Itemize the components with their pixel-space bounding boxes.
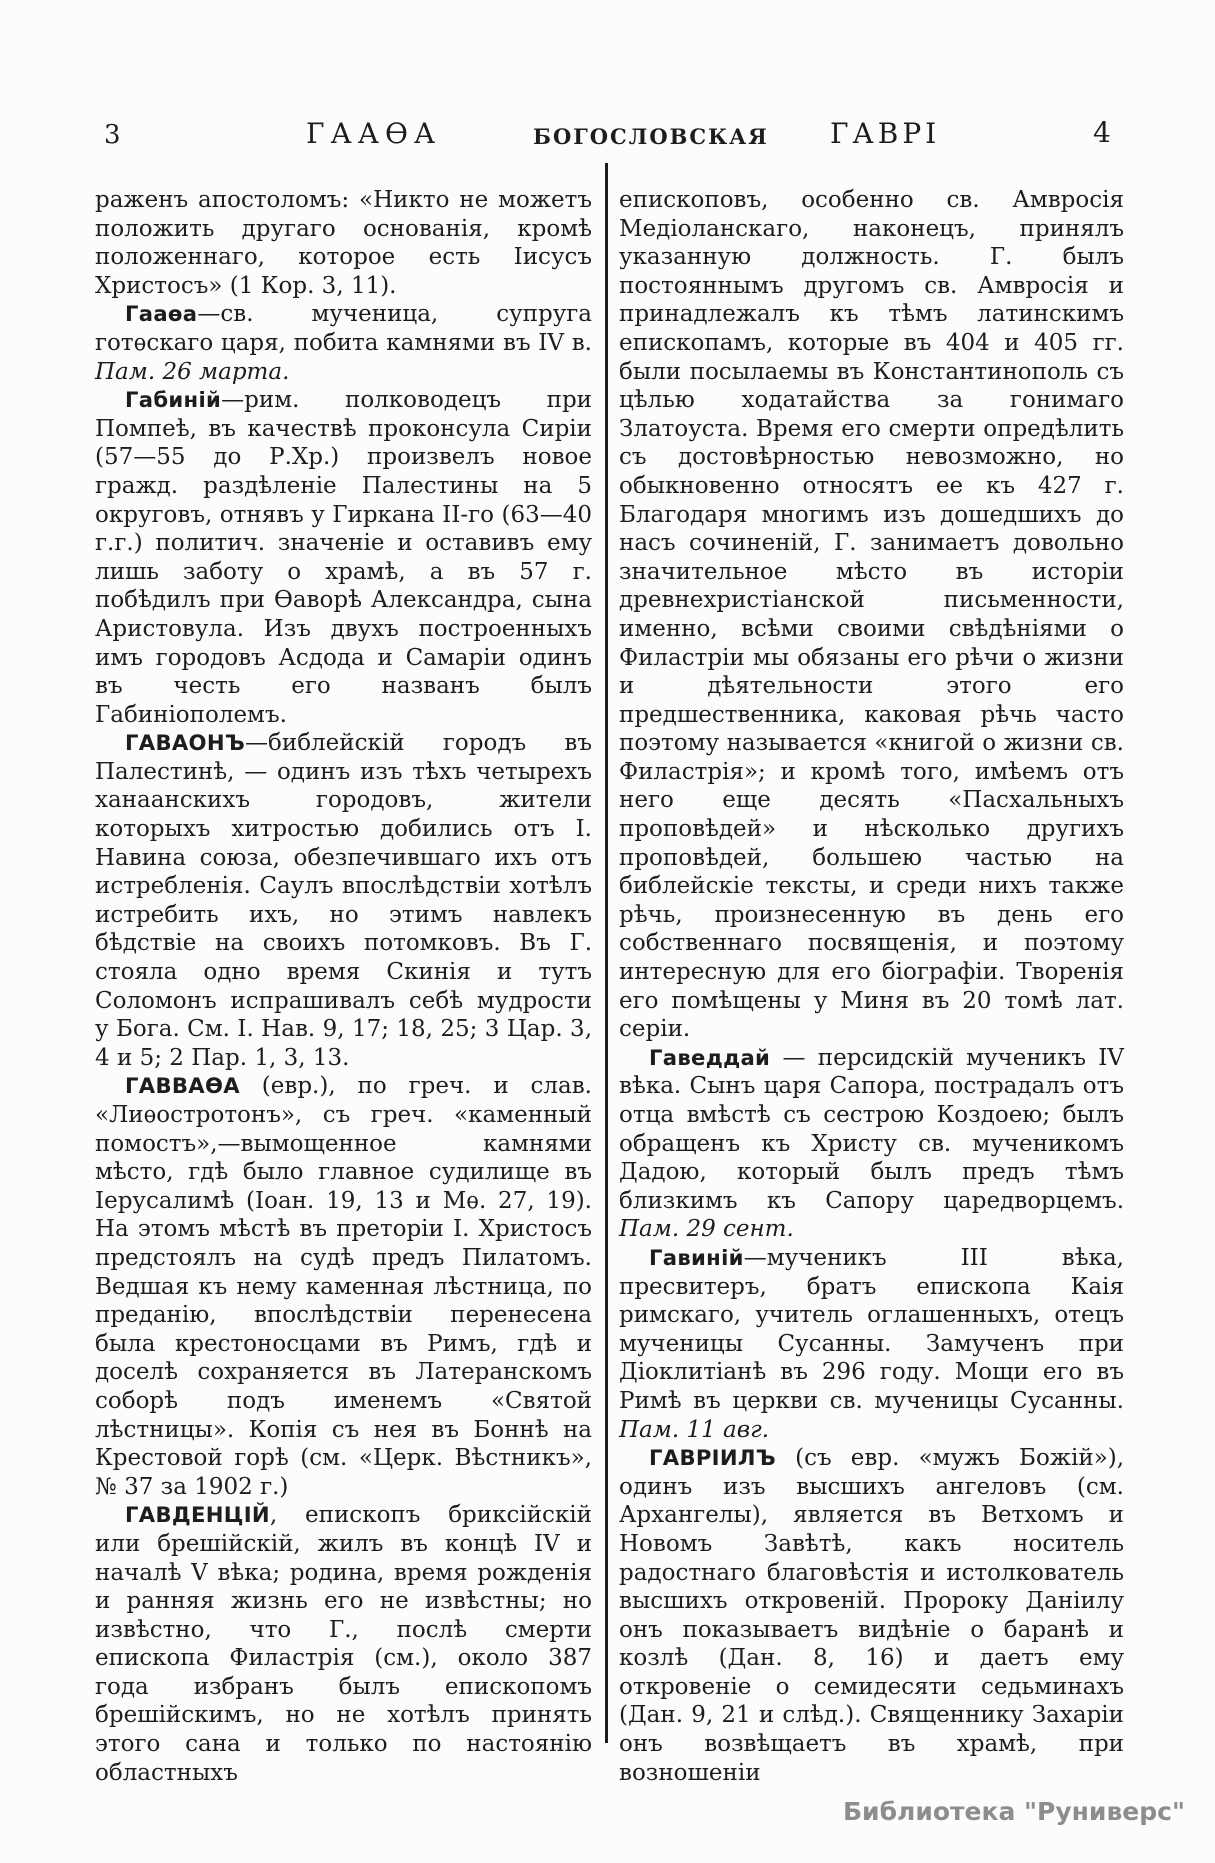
entry-text: —мученикъ III вѣка, пресвитеръ, братъ епископа Каія римскаго, учитель оглашенныхъ, отецъ мученицы Сусанны. Замученъ при Діоклитіанѣ въ 296 году. Мощи его въ Римѣ въ церкви св. мученицы Сусанны. — [619, 1244, 1124, 1414]
dictionary-entry-gavvafa — [95, 1072, 592, 1501]
entry-term: ГАВАОНЪ — [125, 730, 246, 756]
page-number-left: 3 — [104, 120, 121, 150]
entry-text: епископовъ, особенно св. Амвросія Медіоланскаго, наконецъ, принялъ указанную должность. Г. былъ постояннымъ другомъ св. Амвросія и принадлежалъ къ тѣмъ латинскимъ епископамъ, которые въ 404 и 405 гг. были посылаемы въ Константинополь съ цѣлью ходатайства за гонимаго Златоуста. Время его смерти опредѣлить съ достовѣрностью невозможно, но обыкновенно относятъ ее къ 427 г. Благодаря многимъ изъ дошедшихъ до насъ сочиненій, Г. занимаетъ довольно значительное мѣсто въ исторіи древнехристіанской письменности, именно, всѣми своими свѣдѣніями о Филастріи мы обязаны его рѣчи о жизни и дѣятельности этого его предшественника, каковая рѣчь часто поэтому называется «книгой о жизни св. Филастрія»; и кромѣ того, имѣемъ отъ него еще десять «Пасхальныхъ проповѣдей» и нѣсколько другихъ проповѣдей, большею частью на библейскіе тексты, и среди нихъ также рѣчь, произнесенную въ день его собственнаго посвященія, и поэтому интересную для его біографіи. Творенія его помѣщены у Миня въ 20 томѣ лат. серіи. — [619, 187, 1124, 1043]
entry-text: , епископъ бриксійскій или брешійскій, жилъ въ концѣ IV и началѣ V вѣка; родина, время рожденія и ранняя жизнь его не извѣстны; но извѣстно, что Г., послѣ смерти епископа Филастрія (см.), около 387 года избранъ былъ епископомъ брешійскимъ, но не хотѣлъ принять этого сана и только по настоянію областныхъ — [95, 1502, 592, 1786]
entry-text: раженъ апостоломъ: «Никто не можетъ положить другаго основанія, кромѣ положеннаго, которое есть Іисусъ Христосъ» (1 Кор. 3, 11). — [95, 187, 592, 299]
right-column — [619, 186, 1124, 1787]
entry-term: Гавиній — [649, 1244, 744, 1270]
series-title: БОГОСЛОВСКАЯ — [533, 124, 769, 149]
entry-term: Габиній — [125, 387, 222, 413]
entry-term: Гааѳа — [125, 301, 198, 327]
dictionary-entry-gaveddai — [619, 1044, 1124, 1244]
continuation-paragraph — [95, 186, 592, 300]
entry-term: ГАВРІИЛЪ — [649, 1445, 776, 1471]
dictionary-entry-gavaon — [95, 729, 592, 1072]
entry-term: ГАВДЕНЦІЙ — [125, 1502, 270, 1528]
memorial-date: Пам. 26 марта. — [95, 358, 290, 385]
entry-term: ГАВВАѲА — [125, 1073, 240, 1099]
left-column — [95, 186, 592, 1787]
column-divider-rule — [605, 163, 608, 1743]
dictionary-entry-gavdentsiy — [95, 1501, 592, 1787]
entry-text: —рим. полководецъ при Помпеѣ, въ качествѣ проконсула Сиріи (57—55 до Р.Хр.) произвелъ новое гражд. раздѣленіе Палестины на 5 округовъ, отнявъ у Гиркана II-го (63—40 г.г.) политич. значеніе и оставивъ ему лишь заботу о храмѣ, а въ 57 г. побѣдилъ при Ѳаворѣ Александра, сына Аристовула. Изъ двухъ построенныхъ имъ городовъ Асдода и Самаріи одинъ въ честь его названъ былъ Габиніополемъ. — [95, 387, 592, 728]
entry-text: (евр.), по греч. и слав. «Лиѳостротонъ», съ греч. «каменный помостъ»,—вымощенное камнями мѣсто, гдѣ было главное судилище въ Іерусалимѣ (Іоан. 19, 13 и Мѳ. 27, 19). На этомъ мѣстѣ въ преторіи І. Христосъ предстоялъ на судѣ предъ Пилатомъ. Ведшая къ нему каменная лѣстница, по преданію, впослѣдствіи перенесена была крестоносцами въ Римъ, гдѣ и доселѣ сохраняется въ Латеранскомъ соборѣ подъ именемъ «Святой лѣстницы». Копія съ нея въ Боннѣ на Крестовой горѣ (см. «Церк. Вѣстникъ», № 37 за 1902 г.) — [95, 1073, 592, 1500]
continuation-paragraph — [619, 186, 1124, 1044]
memorial-date: Пам. 11 авг. — [619, 1416, 770, 1443]
entry-text: —библейскій городъ въ Палестинѣ, — одинъ изъ тѣхъ четырехъ ханаанскихъ городовъ, жители которыхъ хитростью добились отъ І. Навина союза, обезпечившаго ихъ отъ истребленія. Саулъ впослѣдствіи хотѣлъ истребить ихъ, но этимъ навлекъ бѣдствіе на своихъ потомковъ. Въ Г. стояла одно время Скинія и тутъ Соломонъ испрашивалъ себѣ мудрости у Бога. См. І. Нав. 9, 17; 18, 25; 3 Цар. 3, 4 и 5; 2 Пар. 1, 3, 13. — [95, 730, 592, 1071]
guide-word-right: ГАВРІ — [830, 117, 941, 150]
entry-term: Гаведдай — [649, 1044, 771, 1070]
entry-text: — персидскій мученикъ IV вѣка. Сынъ царя Сапора, пострадалъ отъ отца вмѣстѣ съ сестрою Коздоею; былъ обращенъ къ Христу св. мученикомъ Дадою, который былъ предъ тѣмъ близкимъ къ Сапору царедворцемъ. — [619, 1044, 1124, 1214]
dictionary-entry-gavriil — [619, 1444, 1124, 1787]
page-number-right: 4 — [1093, 116, 1111, 149]
guide-word-left: ГААѲА — [306, 117, 442, 150]
dictionary-entry-gaafa — [95, 300, 592, 386]
entry-text: (съ евр. «мужъ Божій»), одинъ изъ высшихъ ангеловъ (см. Архангелы), является въ Ветхомъ и Новомъ Завѣтѣ, какъ носитель радостнаго благовѣстія и истолкователь высшихъ откровеній. Пророку Даніилу онъ показываетъ видѣніе о баранѣ и козлѣ (Дан. 8, 16) и даетъ ему откровеніе о семидесяти седьминахъ (Дан. 9, 21 и слѣд.). Священнику Захаріи онъ возвѣщаетъ въ храмѣ, при возношеніи — [619, 1445, 1124, 1786]
dictionary-entry-gaviniy — [619, 1244, 1124, 1444]
memorial-date: Пам. 29 сент. — [619, 1216, 794, 1243]
dictionary-entry-gabiniy — [95, 386, 592, 729]
entry-text: —св. мученица, супруга готѳскаго царя, побита камнями въ IV в. — [95, 301, 592, 356]
runivers-library-watermark: Библиотека "Руниверс" — [843, 1797, 1185, 1826]
